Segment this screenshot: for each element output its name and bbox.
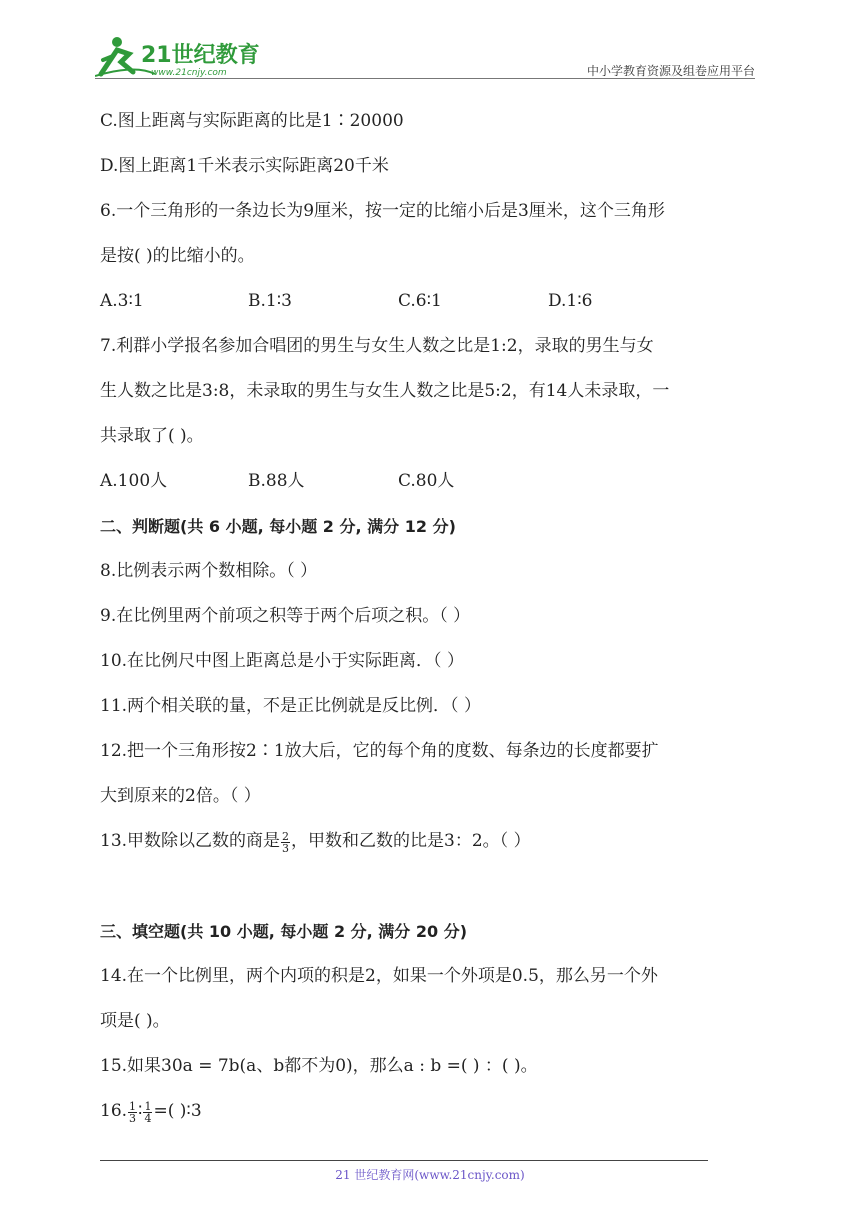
logo-text: 21世纪教育 bbox=[141, 43, 260, 68]
section-2-heading: 二、判断题(共 6 小题, 每小题 2 分, 满分 12 分) bbox=[100, 517, 456, 536]
fraction-denominator: 3 bbox=[282, 842, 290, 855]
logo-url: www.21cnjy.com bbox=[151, 68, 227, 78]
question-10: 10.在比例尺中图上距离总是小于实际距离．（ ） bbox=[100, 651, 464, 671]
header-divider bbox=[95, 78, 755, 79]
question-16-prefix: 16. bbox=[100, 1101, 128, 1121]
question-6-option-c: C.6∶1 bbox=[398, 291, 442, 311]
question-5-option-c: C.图上距离与实际距离的比是1∶20000 bbox=[100, 111, 404, 131]
question-8: 8.比例表示两个数相除。（ ） bbox=[100, 561, 318, 581]
question-6-line-2: 是按( )的比缩小的。 bbox=[100, 246, 255, 266]
question-12-line-1: 12.把一个三角形按2∶1放大后，它的每个角的度数、每条边的长度都要扩 bbox=[100, 741, 659, 761]
question-7-line-1: 7.利群小学报名参加合唱团的男生与女生人数之比是1:2，录取的男生与女 bbox=[100, 336, 654, 356]
question-11: 11.两个相关联的量，不是正比例就是反比例．（ ） bbox=[100, 696, 481, 716]
section-3-heading: 三、填空题(共 10 小题, 每小题 2 分, 满分 20 分) bbox=[100, 922, 468, 941]
question-16-suffix: =( )∶3 bbox=[153, 1101, 202, 1121]
page-header bbox=[95, 34, 755, 80]
site-logo[interactable] bbox=[95, 34, 295, 80]
question-13-suffix: ，甲数和乙数的比是3：2。（ ） bbox=[291, 831, 531, 851]
question-7-line-2: 生人数之比是3:8，未录取的男生与女生人数之比是5:2，有14人未录取，一 bbox=[100, 381, 670, 401]
fraction-one-third bbox=[128, 1101, 137, 1124]
question-7-option-b: B.88人 bbox=[248, 471, 305, 491]
question-12-line-2: 大到原来的2倍。（ ） bbox=[100, 786, 261, 806]
fraction-denominator: 3 bbox=[129, 1112, 137, 1125]
question-6-option-d: D.1∶6 bbox=[548, 291, 593, 311]
fraction-denominator: 4 bbox=[144, 1112, 152, 1125]
question-7-option-a: A.100人 bbox=[100, 471, 168, 491]
fraction-two-thirds bbox=[281, 831, 290, 854]
question-13-prefix: 13.甲数除以乙数的商是 bbox=[100, 831, 281, 851]
ratio-colon: ∶ bbox=[138, 1101, 143, 1121]
question-14-line-2: 项是( )。 bbox=[100, 1011, 170, 1031]
fraction-one-quarter bbox=[143, 1101, 152, 1124]
question-6-line-1: 6.一个三角形的一条边长为9厘米，按一定的比缩小后是3厘米，这个三角形 bbox=[100, 201, 665, 221]
fraction-numerator: 1 bbox=[144, 1100, 152, 1113]
question-13 bbox=[100, 831, 531, 854]
question-16 bbox=[100, 1101, 202, 1124]
fraction-numerator: 2 bbox=[282, 830, 290, 843]
question-5-option-d: D.图上距离1千米表示实际距离20千米 bbox=[100, 156, 389, 176]
question-9: 9.在比例里两个前项之积等于两个后项之积。（ ） bbox=[100, 606, 471, 626]
footer-text[interactable]: 21 世纪教育网(www.21cnjy.com) bbox=[335, 1168, 525, 1182]
question-6-option-b: B.1∶3 bbox=[248, 291, 292, 311]
question-7-line-3: 共录取了( )。 bbox=[100, 426, 204, 446]
fraction-numerator: 1 bbox=[129, 1100, 137, 1113]
question-15: 15.如果30a = 7b(a、b都不为0)，那么a : b =( ) ：( )。 bbox=[100, 1056, 538, 1076]
footer-divider bbox=[100, 1160, 708, 1161]
question-6-option-a: A.3∶1 bbox=[100, 291, 144, 311]
header-platform-text: 中小学教育资源及组卷应用平台 bbox=[586, 64, 755, 78]
question-7-option-c: C.80人 bbox=[398, 471, 455, 491]
question-14-line-1: 14.在一个比例里，两个内项的积是2，如果一个外项是0.5，那么另一个外 bbox=[100, 966, 658, 986]
